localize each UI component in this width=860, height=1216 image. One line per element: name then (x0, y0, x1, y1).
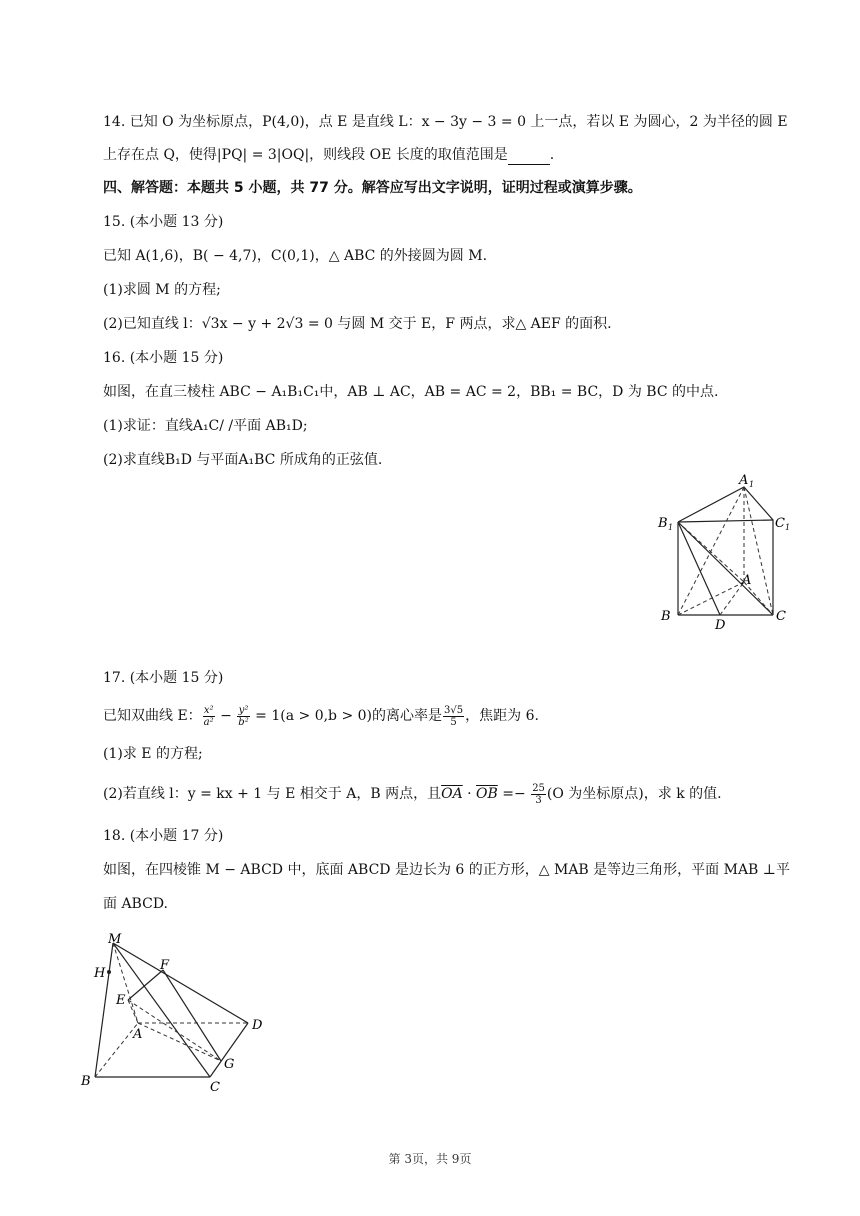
q15-line1: 已知 A(1,6)，B( − 4,7)，C(0,1)，△ ABC 的外接圆为圆 M. (103, 248, 488, 264)
label-a: A (133, 1027, 143, 1042)
vector-ob: $\overline{OB}$ (476, 786, 498, 802)
answer-blank (508, 150, 550, 165)
prism-figure (655, 472, 795, 632)
q16-line1: 如图，在直三棱柱 ABC − A₁B₁C₁中，AB ⊥ AC，AB = AC = 2，BB₁ = BC，D 为 BC 的中点. (103, 384, 719, 400)
hidden-edges (678, 487, 773, 615)
frac-y2-b2 (237, 705, 249, 728)
label-d: D (715, 618, 726, 632)
minus-sign: − (215, 708, 237, 724)
label-g: G (224, 1057, 235, 1072)
q17-line3 (103, 780, 722, 808)
pyramid-figure (78, 925, 278, 1095)
label-h: H (94, 966, 106, 981)
q14-line2 (103, 145, 554, 165)
label-c: C (776, 609, 786, 624)
frac-den-a2: a² (203, 716, 214, 728)
vector-oa: $\overline{OA}$ (441, 786, 463, 802)
point-h (107, 970, 111, 974)
frac-25-3 (531, 783, 546, 806)
frac-x2-a2 (203, 705, 215, 728)
label-a1: A (739, 473, 749, 488)
label-b1-sub: 1 (668, 523, 674, 532)
q15-line2: (1)求圆 M 的方程; (103, 282, 221, 298)
q17-line1-mid: = 1(a > 0,b > 0)的离心率是 (250, 708, 443, 724)
edge-b1c1 (678, 520, 773, 522)
q17-line1 (103, 702, 539, 730)
q17-head: 17. (本小题 15 分) (103, 670, 224, 686)
q18-head: 18. (本小题 17 分) (103, 828, 224, 844)
q16-head: 16. (本小题 15 分) (103, 350, 224, 366)
q16-line2: (1)求证：直线A₁C/ /平面 AB₁D; (103, 418, 308, 434)
q17-line1-post: ，焦距为 6. (465, 708, 539, 724)
frac-num-x2: x² (203, 704, 214, 716)
frac-den-ecc: 5 (450, 716, 457, 728)
label-f: F (160, 958, 170, 973)
label-c1: C (775, 516, 785, 531)
frac-num-y2: y² (238, 704, 249, 716)
q18-line2: 面 ABCD. (103, 896, 168, 912)
frac-num-25: 25 (532, 782, 545, 794)
edge-b1d (678, 522, 720, 615)
q17-line1-pre: 已知双曲线 E： (103, 708, 202, 724)
label-a: A (742, 573, 752, 588)
label-a1-sub: 1 (749, 480, 755, 489)
frac-den-3: 3 (535, 794, 542, 806)
eq-minus: =− (497, 786, 531, 802)
q17-line3-post: (O 为坐标原点)，求 k 的值. (546, 786, 722, 802)
q17-line2: (1)求 E 的方程; (103, 746, 203, 762)
dot-op: · (462, 786, 477, 802)
q17-line3-pre: (2)若直线 l：y = kx + 1 与 E 相交于 A，B 两点，且 (103, 786, 442, 802)
edge-b1c (678, 522, 773, 615)
frac-num-ecc: 3√5 (444, 704, 464, 716)
frac-den-b2: b² (238, 716, 249, 728)
q14-period: . (549, 147, 555, 163)
section-header: 四、解答题：本题共 5 小题，共 77 分。解答应写出文字说明，证明过程或演算步骤。 (103, 180, 642, 196)
q14-line2-text: 上存在点 Q，使得|PQ| = 3|OQ|，则线段 OE 长度的取值范围是 (103, 147, 508, 163)
label-m: M (108, 932, 122, 947)
q15-line3: (2)已知直线 l：√3x − y + 2√3 = 0 与圆 M 交于 E，F 两点，求△ AEF 的面积. (103, 316, 612, 332)
frac-ecc (443, 705, 464, 728)
label-d: D (252, 1018, 263, 1033)
q16-line3: (2)求直线B₁D 与平面A₁BC 所成角的正弦值. (103, 452, 383, 468)
label-b: B (81, 1074, 91, 1089)
label-b1: B (658, 516, 668, 531)
q14-line1: 14. 已知 O 为坐标原点，P(4,0)，点 E 是直线 L：x − 3y − 3 = 0 上一点，若以 E 为圆心，2 为半径的圆 E (103, 114, 788, 130)
label-c: C (210, 1080, 220, 1095)
label-c1-sub: 1 (785, 523, 791, 532)
page-footer: 第 3页，共 9页 (388, 1152, 472, 1166)
q18-line1: 如图，在四棱锥 M − ABCD 中，底面 ABCD 是边长为 6 的正方形，△ MAB 是等边三角形，平面 MAB ⊥平 (103, 862, 790, 878)
label-b: B (661, 609, 671, 624)
q15-head: 15. (本小题 13 分) (103, 214, 224, 230)
label-e: E (116, 993, 126, 1008)
